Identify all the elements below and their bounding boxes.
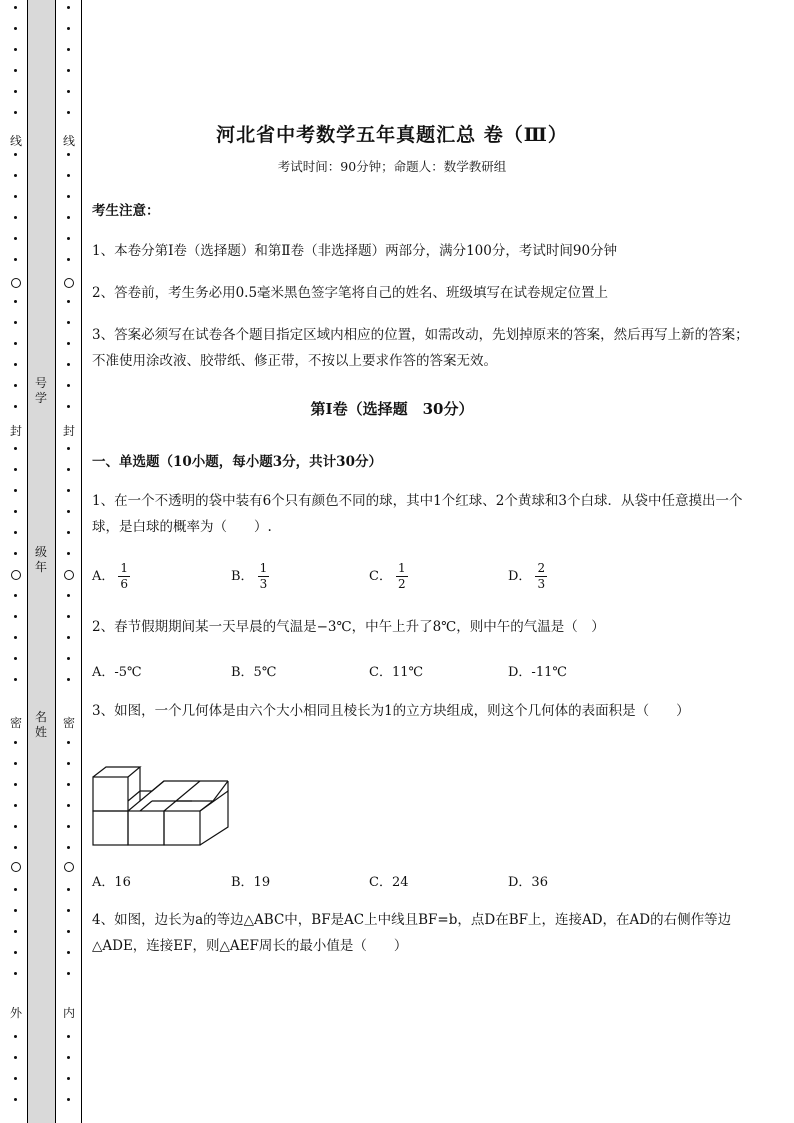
cut-line-dot	[67, 741, 70, 744]
cut-line-dot	[14, 321, 17, 324]
cut-line-dot	[67, 447, 70, 450]
q1-option-c	[369, 561, 408, 592]
cut-line-dot	[67, 1098, 70, 1101]
cut-line-dot	[67, 594, 70, 597]
cut-line-dot	[14, 111, 17, 114]
numerator: 1	[120, 561, 129, 575]
cut-line-dot	[67, 636, 70, 639]
inner-mark-xian: 线	[62, 134, 75, 148]
cut-line-dot	[67, 552, 70, 555]
cut-line-dot	[14, 153, 17, 156]
q1-option-d	[508, 561, 547, 592]
cut-line-dot	[14, 930, 17, 933]
cut-line-dot	[67, 237, 70, 240]
note-item: 1、本卷分第Ⅰ卷（选择题）和第Ⅱ卷（非选择题）两部分，满分100分，考试时间90分钟	[92, 243, 618, 259]
inner-circle-mark	[64, 570, 74, 580]
cut-line-dot	[14, 531, 17, 534]
outer-circle-mark	[11, 862, 21, 872]
cut-line-dot	[14, 48, 17, 51]
cut-line-dot	[14, 447, 17, 450]
cut-line-dot	[14, 69, 17, 72]
cut-line-dot	[14, 888, 17, 891]
cut-line-dot	[67, 615, 70, 618]
cut-line-dot	[67, 27, 70, 30]
cut-line-dot	[14, 90, 17, 93]
cut-line-dot	[67, 258, 70, 261]
cut-line-dot	[67, 489, 70, 492]
binding-margin	[0, 0, 82, 1123]
name-field: 名 姓	[34, 710, 47, 739]
cut-line-dot	[14, 300, 17, 303]
q2-option-c: C．11℃	[369, 665, 424, 680]
denominator: 2	[397, 577, 406, 591]
exam-info: 考试时间：90分钟；命题人：数学教研组	[277, 159, 507, 174]
numerator: 1	[259, 561, 268, 575]
numerator: 1	[397, 561, 406, 575]
inner-mark-feng: 封	[62, 424, 75, 438]
cut-line-dot	[14, 678, 17, 681]
note-item: 2、答卷前，考生务必用0.5毫米黑色签字笔将自己的姓名、班级填写在试卷规定位置上	[92, 285, 609, 301]
denominator: 3	[259, 577, 268, 591]
option-label: A．	[92, 569, 115, 584]
cut-line-dot	[67, 1035, 70, 1038]
inner-mark-mi: 密	[62, 716, 75, 730]
option-label: D．	[508, 569, 532, 584]
q1-option-a	[92, 561, 130, 592]
cut-line-dot	[67, 1056, 70, 1059]
cut-line-dot	[14, 657, 17, 660]
cut-line-dot	[67, 174, 70, 177]
outer-mark-mi: 密	[9, 716, 22, 730]
cut-line-dot	[67, 468, 70, 471]
cut-line-dot	[14, 825, 17, 828]
inner-circle-mark	[64, 862, 74, 872]
student-number-field: 号 学	[34, 376, 47, 405]
question-4: 4、如图，边长为a的等边△ABC中，BF是AC上中线且BF=b，点D在BF上，连接AD，在AD的右侧作等边△ADE，连接EF，则△AEF周长的最小值是（ ）	[92, 912, 732, 954]
cut-line-dot	[67, 1077, 70, 1080]
cut-line-dot	[67, 825, 70, 828]
cut-line-dot	[14, 468, 17, 471]
cut-line-dot	[67, 531, 70, 534]
cut-line-dot	[14, 594, 17, 597]
cut-line-dot	[67, 762, 70, 765]
question-2: 2、春节假期期间某一天早晨的气温是−3℃，中午上升了8℃，则中午的气温是（ ）	[92, 619, 605, 635]
cut-line-dot	[67, 363, 70, 366]
part-title: 一、单选题（10小题，每小题3分，共计30分）	[92, 454, 382, 470]
q3-option-d: D．36	[508, 875, 548, 890]
cut-line-dot	[67, 321, 70, 324]
cut-line-dot	[67, 909, 70, 912]
q2-option-b: B．5℃	[231, 665, 277, 680]
denominator: 3	[537, 577, 546, 591]
cut-line-dot	[67, 69, 70, 72]
cut-line-dot	[14, 342, 17, 345]
notes-heading: 考生注意：	[92, 203, 160, 219]
cut-line-dot	[14, 846, 17, 849]
cut-line-dot	[14, 510, 17, 513]
cut-line-dot	[67, 300, 70, 303]
cut-line-dot	[67, 888, 70, 891]
outer-mark-feng: 封	[9, 424, 22, 438]
cut-line-dot	[67, 48, 70, 51]
cut-line-dot	[14, 489, 17, 492]
cut-line-dot	[67, 804, 70, 807]
cut-line-dot	[67, 6, 70, 9]
cut-line-dot	[14, 615, 17, 618]
cut-line-dot	[67, 510, 70, 513]
fraction	[396, 561, 408, 592]
option-label: C．	[369, 569, 392, 584]
cut-line-dot	[14, 216, 17, 219]
note-item: 3、答案必须写在试卷各个题目指定区域内相应的位置，如需改动，先划掉原来的答案，然后再写上新的答案；不准使用涂改液、胶带纸、修正带，不按以上要求作答的答案无效。	[92, 327, 749, 369]
q1-option-b	[231, 561, 269, 592]
cut-line-dot	[67, 195, 70, 198]
class-field: 级 年	[34, 545, 47, 574]
page-title: 河北省中考数学五年真题汇总 卷（Ⅲ）	[216, 124, 568, 146]
inner-circle-mark	[64, 278, 74, 288]
outer-mark-wai: 外	[9, 1006, 22, 1020]
cut-line-dot	[14, 6, 17, 9]
q2-option-d: D．-11℃	[508, 665, 567, 680]
fraction	[118, 561, 130, 592]
cut-line-dot	[14, 741, 17, 744]
cut-line-dot	[67, 951, 70, 954]
cut-line-dot	[67, 90, 70, 93]
cut-line-dot	[67, 384, 70, 387]
cut-line-dot	[67, 678, 70, 681]
q3-option-b: B．19	[231, 875, 271, 890]
question-3: 3、如图，一个几何体是由六个大小相同且棱长为1的立方块组成，则这个几何体的表面积是（ ）	[92, 703, 690, 719]
cut-line-dot	[14, 1098, 17, 1101]
q2-option-a: A．-5℃	[92, 665, 142, 680]
outer-mark-xian: 线	[9, 134, 22, 148]
cut-line-dot	[67, 153, 70, 156]
cut-line-dot	[14, 174, 17, 177]
cut-line-dot	[67, 342, 70, 345]
inner-mark-nei: 内	[62, 1006, 75, 1020]
cut-line-dot	[67, 930, 70, 933]
q3-option-a: A．16	[92, 875, 131, 890]
outer-circle-mark	[11, 570, 21, 580]
fraction	[535, 561, 547, 592]
cut-line-dot	[14, 384, 17, 387]
cut-line-dot	[14, 405, 17, 408]
section-title: 第Ⅰ卷（选择题 30分）	[310, 400, 474, 418]
inner-cut-line	[62, 0, 76, 1123]
cut-line-dot	[14, 783, 17, 786]
fraction	[258, 561, 270, 592]
cut-line-dot	[14, 909, 17, 912]
margin-divider-line	[81, 0, 82, 1123]
option-label: B．	[231, 569, 254, 584]
cut-line-dot	[14, 237, 17, 240]
cut-line-dot	[67, 972, 70, 975]
denominator: 6	[120, 577, 129, 591]
cut-line-dot	[14, 1077, 17, 1080]
cut-line-dot	[14, 258, 17, 261]
numerator: 2	[537, 561, 546, 575]
cube-solid-figure	[92, 765, 232, 847]
cut-line-dot	[67, 405, 70, 408]
cut-line-dot	[14, 1056, 17, 1059]
q3-option-c: C．24	[369, 875, 409, 890]
cut-line-dot	[14, 804, 17, 807]
cut-line-dot	[67, 216, 70, 219]
cut-line-dot	[14, 363, 17, 366]
cut-line-dot	[14, 762, 17, 765]
cut-line-dot	[67, 111, 70, 114]
outer-circle-mark	[11, 278, 21, 288]
cut-line-dot	[14, 972, 17, 975]
question-1: 1、在一个不透明的袋中装有6个只有颜色不同的球，其中1个红球、2个黄球和3个白球．从袋中任意摸出一个球，是白球的概率为（ ）.	[92, 493, 743, 535]
outer-cut-line	[9, 0, 23, 1123]
cut-line-dot	[67, 783, 70, 786]
cut-line-dot	[14, 27, 17, 30]
cut-line-dot	[67, 657, 70, 660]
cut-line-dot	[14, 1035, 17, 1038]
cut-line-dot	[14, 195, 17, 198]
cut-line-dot	[67, 846, 70, 849]
cut-line-dot	[14, 951, 17, 954]
cut-line-dot	[14, 552, 17, 555]
cut-line-dot	[14, 636, 17, 639]
